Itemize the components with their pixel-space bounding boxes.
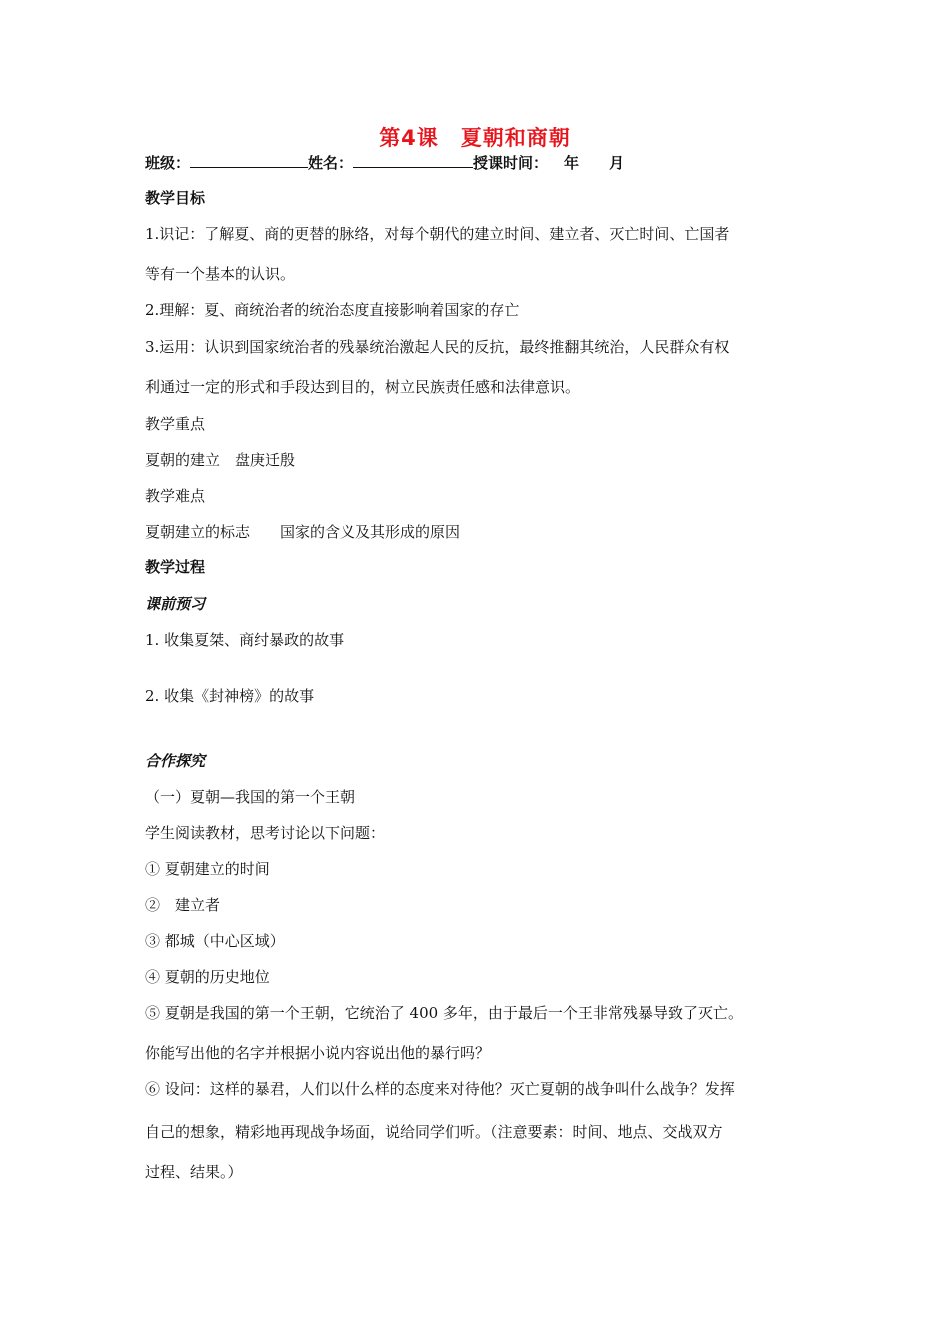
preview-heading: 课前预习 [145,595,206,613]
objective-1-line-1: 1.识记：了解夏、商的更替的脉络，对每个朝代的建立时间、建立者、灭亡时间、亡国者 [145,225,730,243]
info-row [145,151,624,173]
time-label: 授课时间： [473,154,549,172]
month-label: 月 [609,154,625,172]
question-2: ② 建立者 [145,896,221,914]
reading-instruction: 学生阅读教材，思考讨论以下问题： [145,824,386,842]
objective-3-line-1: 3.运用：认识到国家统治者的残暴统治激起人民的反抗，最终推翻其统治，人民群众有权 [145,338,730,356]
process-heading: 教学过程 [145,558,206,576]
cooperation-heading: 合作探究 [145,752,206,770]
question-4: ④ 夏朝的历史地位 [145,968,270,986]
part-1-heading: （一）夏朝—我国的第一个王朝 [145,788,356,806]
difficult-points-heading: 教学难点 [145,487,206,505]
question-5-line-1: ⑤ 夏朝是我国的第一个王朝，它统治了 400 多年，由于最后一个王非常残暴导致了灭亡。 [145,1004,743,1022]
question-1: ① 夏朝建立的时间 [145,860,270,878]
objective-3-line-2: 利通过一定的形式和手段达到目的，树立民族责任感和法律意识。 [145,378,581,396]
question-5-line-2: 你能写出他的名字并根据小说内容说出他的暴行吗？ [145,1044,491,1062]
class-blank [190,151,308,168]
question-3: ③ 都城（中心区域） [145,932,285,950]
difficult-points-text: 夏朝建立的标志 国家的含义及其形成的原因 [145,523,461,541]
question-6-line-2: 自己的想象，精彩地再现战争场面，说给同学们听。（注意要素：时间、地点、交战双方 [145,1123,723,1141]
objective-2: 2.理解：夏、商统治者的统治态度直接影响着国家的存亡 [145,301,520,319]
objective-1-line-2: 等有一个基本的认识。 [145,265,296,283]
year-label: 年 [564,154,580,172]
key-points-heading: 教学重点 [145,415,206,433]
key-points-text: 夏朝的建立 盘庚迁殷 [145,451,296,469]
question-6-line-3: 过程、结果。） [145,1163,243,1181]
preview-item-2: 2. 收集《封神榜》的故事 [145,687,315,705]
objectives-heading: 教学目标 [145,189,206,207]
name-label: 姓名： [308,154,354,172]
name-blank [353,151,473,168]
question-6-line-1: ⑥ 设问：这样的暴君，人们以什么样的态度来对待他？灭亡夏朝的战争叫什么战争？发挥 [145,1080,735,1098]
lesson-title: 第4课 夏朝和商朝 [379,126,571,150]
class-label: 班级： [145,154,191,172]
preview-item-1: 1. 收集夏桀、商纣暴政的故事 [145,631,345,649]
